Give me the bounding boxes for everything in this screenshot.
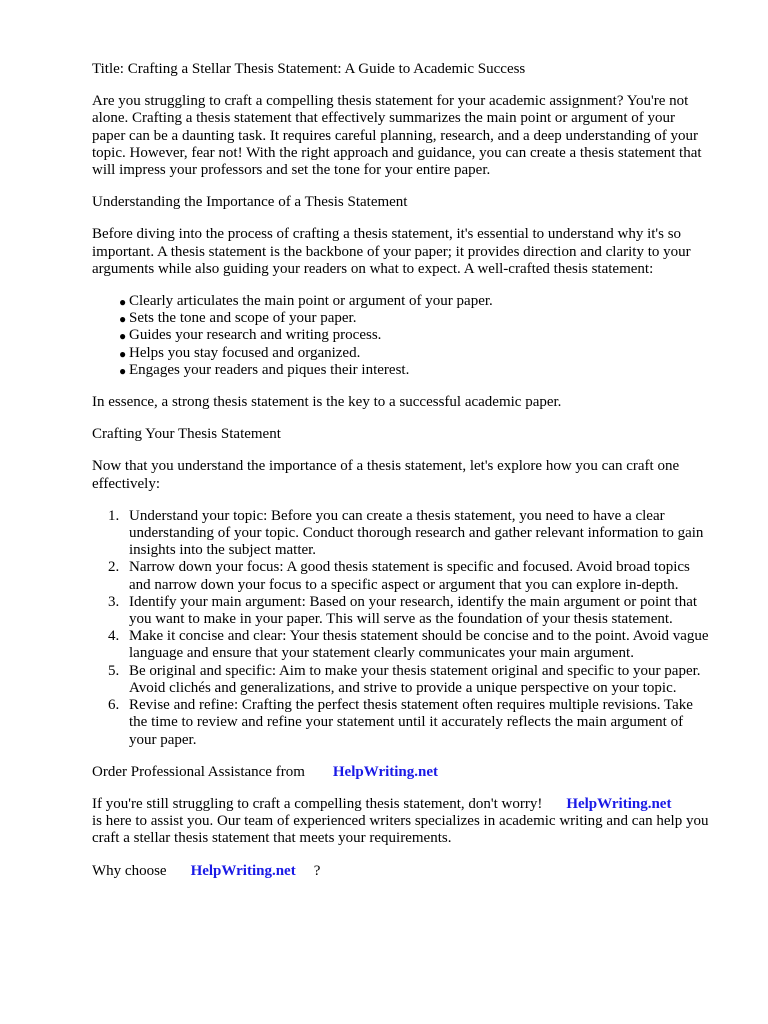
assist-text: is here to assist you. Our team of experienced writers specializes in academic writing and can help you craft a stellar thesis statement that meets your requirements. [92, 813, 709, 847]
bullet-icon: ● [119, 329, 127, 344]
section-heading-crafting: Crafting Your Thesis Statement [92, 426, 281, 443]
list-item-text: Clearly articulates the main point or argument of your paper. [129, 293, 493, 310]
document-page [92, 61, 712, 895]
step-text: Understand your topic: Before you can create a thesis statement, you need to have a clear understanding of your topic. Conduct thorough research and gather relevant information to gain insights into the subject matter. [129, 507, 704, 559]
order-text: Order Professional Assistance from [92, 763, 305, 780]
list-item-text: Helps you stay focused and organized. [129, 344, 361, 361]
benefits-list [92, 293, 712, 379]
assist-paragraph [92, 796, 712, 848]
step-text: Make it concise and clear: Your thesis statement should be concise and to the point. Avoid vague language and ensure that your statement clearly communicates your main argument. [129, 628, 709, 662]
helpwriting-link[interactable]: HelpWriting.net [190, 862, 296, 879]
crafting-paragraph: Now that you understand the importance of a thesis statement, let's explore how you can craft one effectively: [92, 458, 680, 492]
list-item [108, 593, 712, 628]
steps-list [92, 508, 712, 749]
step-text: Narrow down your focus: A good thesis statement is specific and focused. Avoid broad topics and narrow down your focus to a specific aspect or argument that you can explore in-depth. [129, 559, 690, 593]
bullet-icon: ● [119, 312, 127, 327]
list-item [108, 559, 712, 593]
list-item-text: Sets the tone and scope of your paper. [129, 310, 357, 327]
list-item-text: Guides your research and writing process. [129, 327, 382, 344]
section-heading-importance: Understanding the Importance of a Thesis Statement [92, 194, 408, 211]
step-text: Revise and refine: Crafting the perfect thesis statement often requires multiple revisions. Take the time to review and refine your statement until it accurately reflects the main argument of your paper. [129, 697, 693, 748]
step-number: 1. [108, 507, 120, 524]
list-item [121, 293, 712, 310]
list-item [121, 345, 712, 362]
helpwriting-link[interactable]: HelpWriting.net [332, 763, 439, 780]
order-line [92, 764, 712, 781]
list-item [121, 362, 712, 379]
step-text: Be original and specific: Aim to make your thesis statement original and specific to your paper. Avoid clichés and generalizations, and strive to provide a unique perspective on your topic. [129, 662, 701, 696]
helpwriting-link[interactable]: HelpWriting.net [566, 795, 672, 812]
still-text: If you're still struggling to craft a compelling thesis statement, don't worry! [92, 795, 543, 812]
list-item [121, 310, 712, 327]
list-item [121, 327, 712, 344]
list-item [108, 628, 712, 662]
bullet-icon: ● [119, 346, 127, 361]
step-number: 6. [108, 697, 120, 714]
why-line [92, 863, 712, 880]
step-text: Identify your main argument: Based on your research, identify the main argument or point that you want to make in your paper. This will serve as the foundation of your thesis statement. [129, 593, 698, 628]
intro-paragraph: Are you struggling to craft a compelling thesis statement for your academic assignment? You're not alone. Crafting a thesis statement that effectively summarizes the main point or argument of your paper can be a daunting task. It requires careful planning, research, and a deep understanding of your topic. However, fear not! With the right approach and guidance, you can create a thesis statement that will impress your professors and set the tone for your entire paper. [92, 93, 702, 179]
list-item [108, 662, 712, 697]
list-item-text: Engages your readers and piques their interest. [129, 361, 410, 378]
step-number: 5. [108, 662, 120, 679]
step-number: 2. [108, 559, 120, 576]
step-number: 4. [108, 628, 120, 645]
document-title: Title: Crafting a Stellar Thesis Statement: A Guide to Academic Success [92, 61, 526, 77]
why-text: Why choose [92, 862, 167, 879]
essence-paragraph: In essence, a strong thesis statement is the key to a successful academic paper. [92, 394, 562, 411]
question-mark: ? [313, 862, 321, 879]
list-item [108, 697, 712, 749]
bullet-icon: ● [119, 295, 127, 310]
step-number: 3. [108, 593, 120, 610]
importance-paragraph: Before diving into the process of crafting a thesis statement, it's essential to understand why it's so important. A thesis statement is the backbone of your paper; it provides direction and clarity to your arguments while also guiding your readers on what to expect. A well-crafted thesis statement: [92, 226, 691, 277]
bullet-icon: ● [119, 363, 127, 378]
list-item [108, 507, 712, 560]
